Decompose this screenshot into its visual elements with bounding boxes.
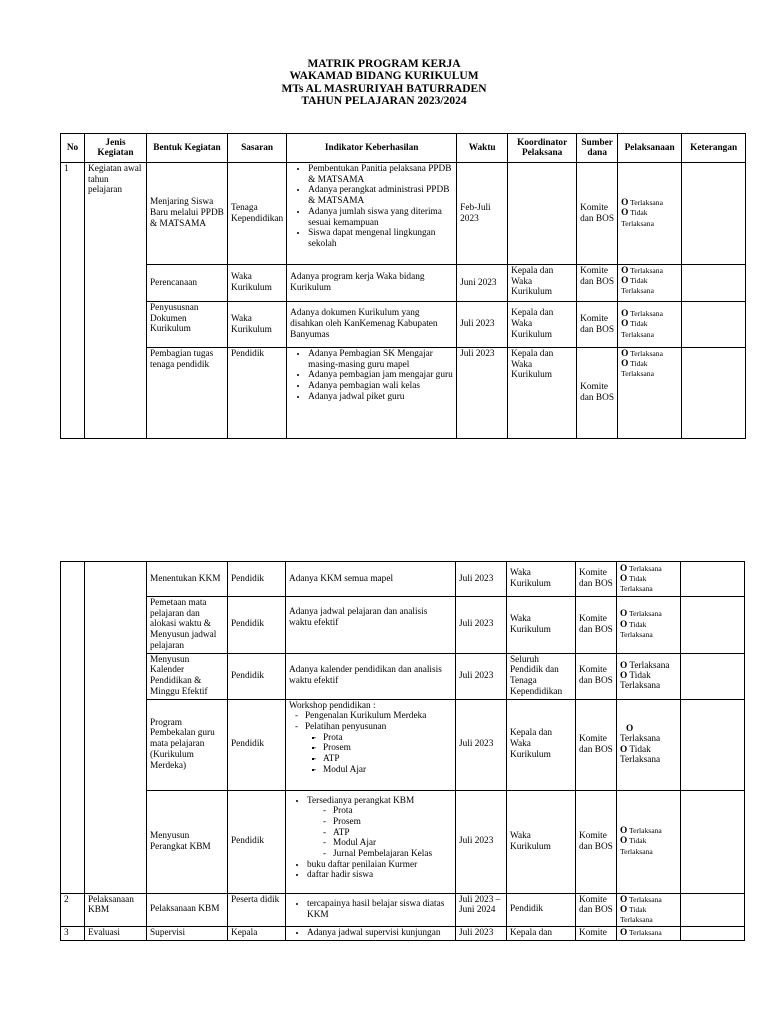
header-indikator: Indikator Keberhasilan bbox=[287, 134, 457, 163]
cell-pelaksanaan bbox=[617, 893, 681, 927]
status-circle-icon: O bbox=[620, 609, 628, 620]
status-done: Terlaksana bbox=[629, 826, 662, 836]
table-header-row bbox=[61, 134, 746, 163]
table-row bbox=[61, 302, 746, 348]
table-row bbox=[61, 927, 745, 941]
status-circle-icon: O bbox=[620, 836, 628, 847]
cell-koordinator: Kepala dan bbox=[507, 927, 576, 941]
status-circle-icon: O bbox=[620, 928, 628, 939]
cell-sumber: Komite dan BOS bbox=[576, 562, 617, 597]
cell-sasaran: Pendidik bbox=[228, 699, 286, 790]
cell-sasaran: Pendidik bbox=[228, 348, 287, 439]
cell-indikator bbox=[286, 699, 456, 790]
status-circle-icon: O bbox=[620, 670, 628, 681]
table-row bbox=[61, 893, 745, 927]
cell-bentuk: Menyusun Perangkat KBM bbox=[147, 790, 228, 893]
program-table-page-2 bbox=[60, 561, 745, 941]
cell-keterangan bbox=[682, 302, 746, 348]
status-not-done: Tidak Terlaksana bbox=[620, 904, 653, 924]
title-line-4: TAHUN PELAJARAN 2023/2024 bbox=[301, 94, 467, 107]
cell-koordinator: Kepala dan Waka Kurikulum bbox=[508, 348, 577, 439]
cell-waktu: Juli 2023 bbox=[456, 562, 507, 597]
cell-indikator bbox=[286, 893, 456, 927]
cell-waktu: Juni 2023 bbox=[457, 265, 508, 302]
cell-sumber: Komite dan BOS bbox=[576, 893, 617, 927]
status-circle-icon: O bbox=[621, 319, 629, 330]
title-line-3: MTs AL MASRURIYAH BATURRADEN bbox=[281, 82, 487, 95]
indikator-item: - Pengenalan Kurikulum Merdeka bbox=[305, 711, 452, 722]
header-jenis: Jenis Kegiatan bbox=[85, 134, 147, 163]
status-done: Terlaksana bbox=[629, 894, 662, 904]
cell-keterangan bbox=[682, 163, 746, 265]
indikator-item: • buku daftar penilaian Kurmer bbox=[307, 860, 452, 871]
cell-pelaksanaan bbox=[617, 790, 681, 893]
cell-koordinator: Pendidik bbox=[507, 893, 576, 927]
status-done: Terlaksana bbox=[629, 563, 662, 573]
status-done: Terlaksana bbox=[629, 609, 662, 619]
cell-koordinator: Kepala dan Waka Kurikulum bbox=[508, 265, 577, 302]
cell-waktu: Feb-Juli 2023 bbox=[457, 163, 508, 265]
cell-sumber: Komite dan BOS bbox=[576, 597, 617, 654]
cell-pelaksanaan bbox=[618, 302, 682, 348]
indikator-sub-item: - ▪ Prosem bbox=[323, 743, 452, 754]
indikator-item: • Adanya jadwal piket guru bbox=[308, 392, 453, 403]
table-row bbox=[61, 562, 745, 597]
cell-sumber: Komite dan BOS bbox=[577, 163, 618, 265]
cell-no: 3 bbox=[61, 927, 85, 941]
cell-keterangan bbox=[682, 348, 746, 439]
cell-pelaksanaan bbox=[617, 927, 681, 941]
status-circle-icon: O bbox=[626, 724, 634, 735]
indikator-item: • Adanya perangkat administrasi PPDB & MATSAMA bbox=[308, 185, 453, 206]
indikator-sub-item: - Jurnal Pembelajaran Kelas bbox=[333, 849, 452, 860]
cell-koordinator: Waka Kurikulum bbox=[507, 562, 576, 597]
header-sasaran: Sasaran bbox=[228, 134, 287, 163]
cell-waktu: Juli 2023 bbox=[456, 699, 507, 790]
cell-no: 1 bbox=[61, 163, 85, 439]
indikator-sub-item: - Prosem bbox=[333, 817, 452, 828]
cell-pelaksanaan bbox=[618, 348, 682, 439]
cell-indikator: Adanya jadwal pelajaran dan analisis waktu efektif bbox=[286, 597, 456, 654]
indikator-sub-item: - ▪ Prota bbox=[323, 733, 452, 744]
status-circle-icon: O bbox=[621, 276, 629, 287]
indikator-intro: Workshop pendidikan : bbox=[289, 700, 376, 711]
cell-waktu: Juli 2023 bbox=[456, 790, 507, 893]
table-row bbox=[61, 597, 745, 654]
status-done: Terlaksana bbox=[630, 309, 663, 319]
status-circle-icon: O bbox=[621, 208, 629, 219]
cell-sumber: Komite dan BOS bbox=[576, 790, 617, 893]
cell-jenis: Evaluasi bbox=[85, 927, 147, 941]
cell-sasaran: Waka Kurikulum bbox=[228, 302, 287, 348]
status-circle-icon: O bbox=[620, 573, 628, 584]
cell-sasaran: Peserta didik bbox=[228, 893, 286, 927]
cell-jenis: Kegiatan awal tahun pelajaran bbox=[85, 163, 147, 439]
cell-pelaksanaan bbox=[617, 597, 681, 654]
cell-sumber: Komite dan BOS bbox=[577, 348, 618, 439]
status-circle-icon: O bbox=[620, 744, 628, 755]
cell-sumber: Komite dan BOS bbox=[576, 653, 617, 699]
cell-sasaran: Tenaga Kependidikan bbox=[228, 163, 287, 265]
indikator-item: • Adanya jumlah siswa yang diterima sesuai kemampuan bbox=[308, 207, 453, 228]
header-keterangan: Keterangan bbox=[682, 134, 746, 163]
header-sumber: Sumber dana bbox=[577, 134, 618, 163]
cell-pelaksanaan bbox=[618, 265, 682, 302]
program-table-page-1 bbox=[60, 133, 746, 439]
indikator-item: • Adanya Pembagian SK Mengajar masing-masing guru mapel bbox=[308, 349, 453, 370]
header-no: No bbox=[61, 134, 85, 163]
cell-pelaksanaan bbox=[617, 562, 681, 597]
title-line-1: MATRIK PROGRAM KERJA bbox=[307, 58, 461, 70]
header-waktu: Waktu bbox=[457, 134, 508, 163]
cell-pelaksanaan bbox=[617, 699, 681, 790]
cell-sasaran: Pendidik bbox=[228, 653, 286, 699]
cell-waktu: Juli 2023 bbox=[456, 653, 507, 699]
indikator-sub-item: - ▪ ATP bbox=[323, 754, 452, 765]
status-done: Terlaksana bbox=[630, 349, 663, 358]
status-circle-icon: O bbox=[620, 904, 628, 915]
cell-indikator: Adanya kalender pendidikan dan analisis waktu efektif bbox=[286, 653, 456, 699]
cell-indikator: Adanya dokumen Kurikulum yang disahkan oleh KanKemenag Kabupaten Banyumas bbox=[287, 302, 457, 348]
status-not-done: Tidak Terlaksana bbox=[620, 573, 653, 594]
cell-indikator bbox=[286, 927, 456, 941]
cell-koordinator: Waka Kurikulum bbox=[507, 597, 576, 654]
cell-sumber: Komite dan BOS bbox=[577, 302, 618, 348]
cell-pelaksanaan bbox=[618, 163, 682, 265]
table-row bbox=[61, 348, 746, 439]
cell-bentuk: Menentukan KKM bbox=[147, 562, 228, 597]
indikator-item: • Adanya pembagian wali kelas bbox=[308, 381, 453, 392]
cell-sasaran: Kepala bbox=[228, 927, 286, 941]
cell-keterangan bbox=[681, 562, 745, 597]
cell-keterangan bbox=[681, 790, 745, 893]
cell-no bbox=[61, 562, 85, 894]
header-pelaksanaan: Pelaksanaan bbox=[618, 134, 682, 163]
cell-waktu: Juli 2023 bbox=[456, 927, 507, 941]
cell-bentuk: Supervisi bbox=[147, 927, 228, 941]
header-koordinator: Koordinator Pelaksana bbox=[508, 134, 577, 163]
cell-bentuk: Pembagian tugas tenaga pendidik bbox=[147, 348, 228, 439]
status-done: Terlaksana bbox=[629, 928, 662, 938]
status-not-done: Tidak Terlaksana bbox=[620, 670, 661, 692]
cell-sasaran: Waka Kurikulum bbox=[228, 265, 287, 302]
indikator-item: - Pelatihan penyusunan - ▪ Prota - ▪ Prosem - ▪ ATP - ▪ Modul Ajar bbox=[305, 722, 452, 776]
indikator-item: • tercapainya hasil belajar siswa diatas KKM bbox=[307, 899, 452, 920]
status-not-done: Tidak Terlaksana bbox=[621, 359, 654, 379]
header-bentuk: Bentuk Kegiatan bbox=[147, 134, 228, 163]
status-not-done: Tidak Terlaksana bbox=[620, 836, 653, 856]
indikator-item: • Adanya jadwal supervisi kunjungan bbox=[307, 928, 452, 939]
cell-koordinator: Waka Kurikulum bbox=[507, 790, 576, 893]
indikator-sub-item: - ▪ Modul Ajar bbox=[323, 765, 452, 776]
status-circle-icon: O bbox=[621, 198, 629, 209]
cell-sasaran: Pendidik bbox=[228, 790, 286, 893]
table-row bbox=[61, 653, 745, 699]
cell-indikator: Adanya program kerja Waka bidang Kurikulum bbox=[287, 265, 457, 302]
cell-bentuk: Program Pembekalan guru mata pelajaran (Kurikulum Merdeka) bbox=[147, 699, 228, 790]
status-not-done: Tidak Terlaksana bbox=[621, 208, 654, 228]
status-circle-icon: O bbox=[621, 266, 629, 276]
status-not-done: Tidak Terlaksana bbox=[620, 619, 653, 639]
cell-koordinator: Seluruh Pendidik dan Tenaga Kependidikan bbox=[507, 653, 576, 699]
indikator-sub-item: - Prota bbox=[333, 806, 452, 817]
status-done: Terlaksana bbox=[630, 266, 663, 275]
cell-indikator bbox=[286, 790, 456, 893]
indikator-item: • Siswa dapat mengenal lingkungan sekolah bbox=[308, 228, 453, 249]
indikator-item: • Tersedianya perangkat KBM - Prota - Prosem - ATP - Modul Ajar - Jurnal Pembelajaran Kelas bbox=[307, 796, 452, 860]
status-circle-icon: O bbox=[621, 309, 629, 320]
document-title bbox=[0, 58, 768, 107]
cell-waktu: Juli 2023 bbox=[456, 597, 507, 654]
cell-keterangan bbox=[682, 265, 746, 302]
status-done: Terlaksana bbox=[629, 660, 670, 671]
cell-indikator bbox=[287, 163, 457, 265]
cell-bentuk: Penyususnan Dokumen Kurikulum bbox=[147, 302, 228, 348]
cell-sasaran: Pendidik bbox=[228, 597, 286, 654]
cell-jenis bbox=[85, 562, 147, 894]
cell-sumber: Komite dan BOS bbox=[576, 699, 617, 790]
cell-koordinator: Kepala dan Waka Kurikulum bbox=[508, 302, 577, 348]
status-circle-icon: O bbox=[620, 660, 628, 671]
cell-keterangan bbox=[681, 893, 745, 927]
cell-waktu: Juli 2023 bbox=[457, 302, 508, 348]
status-circle-icon: O bbox=[620, 894, 628, 905]
status-circle-icon: O bbox=[620, 563, 628, 574]
table-row bbox=[61, 163, 746, 265]
cell-keterangan bbox=[681, 699, 745, 790]
cell-keterangan bbox=[681, 597, 745, 654]
indikator-sub-item: - Modul Ajar bbox=[333, 838, 452, 849]
cell-indikator bbox=[287, 348, 457, 439]
cell-koordinator: Kepala dan Waka Kurikulum bbox=[507, 699, 576, 790]
cell-bentuk: Pelaksanaan KBM bbox=[147, 893, 228, 927]
table-row bbox=[61, 265, 746, 302]
cell-no: 2 bbox=[61, 893, 85, 927]
status-done: Terlaksana bbox=[630, 198, 663, 208]
cell-indikator: Adanya KKM semua mapel bbox=[286, 562, 456, 597]
cell-bentuk: Menjaring Siswa Baru melalui PPDB & MATSAMA bbox=[147, 163, 228, 265]
cell-keterangan bbox=[681, 653, 745, 699]
cell-koordinator bbox=[508, 163, 577, 265]
indikator-item: • Pembentukan Panitia pelaksana PPDB & MATSAMA bbox=[308, 164, 453, 185]
cell-keterangan bbox=[681, 927, 745, 941]
title-line-2: WAKAMAD BIDANG KURIKULUM bbox=[289, 70, 479, 83]
cell-waktu: Juli 2023 bbox=[457, 348, 508, 439]
status-circle-icon: O bbox=[621, 359, 629, 370]
cell-bentuk: Perencanaan bbox=[147, 265, 228, 302]
indikator-sub-item: - ATP bbox=[333, 828, 452, 839]
status-not-done: Tidak Terlaksana bbox=[621, 319, 654, 339]
cell-sasaran: Pendidik bbox=[228, 562, 286, 597]
cell-bentuk: Menyusun Kalender Pendidikan & Minggu Efektif bbox=[147, 653, 228, 699]
status-circle-icon: O bbox=[621, 349, 629, 359]
table-row bbox=[61, 790, 745, 893]
status-circle-icon: O bbox=[620, 619, 628, 630]
indikator-item: • Adanya pembagian jam mengajar guru bbox=[308, 370, 453, 381]
cell-waktu: Juli 2023 – Juni 2024 bbox=[456, 893, 507, 927]
cell-pelaksanaan bbox=[617, 653, 681, 699]
cell-sumber: Komite bbox=[576, 927, 617, 941]
status-not-done: Tidak Terlaksana bbox=[620, 744, 661, 765]
cell-jenis: Pelaksanaan KBM bbox=[85, 893, 147, 927]
indikator-item: • daftar hadir siswa bbox=[307, 870, 452, 881]
cell-sumber: Komite dan BOS bbox=[577, 265, 618, 302]
status-not-done: Tidak Terlaksana bbox=[621, 276, 654, 296]
status-circle-icon: O bbox=[620, 826, 628, 837]
cell-bentuk: Pemetaan mata pelajaran dan alokasi waktu & Menyusun jadwal pelajaran bbox=[147, 597, 228, 654]
table-row bbox=[61, 699, 745, 790]
status-done: Terlaksana bbox=[620, 734, 661, 745]
